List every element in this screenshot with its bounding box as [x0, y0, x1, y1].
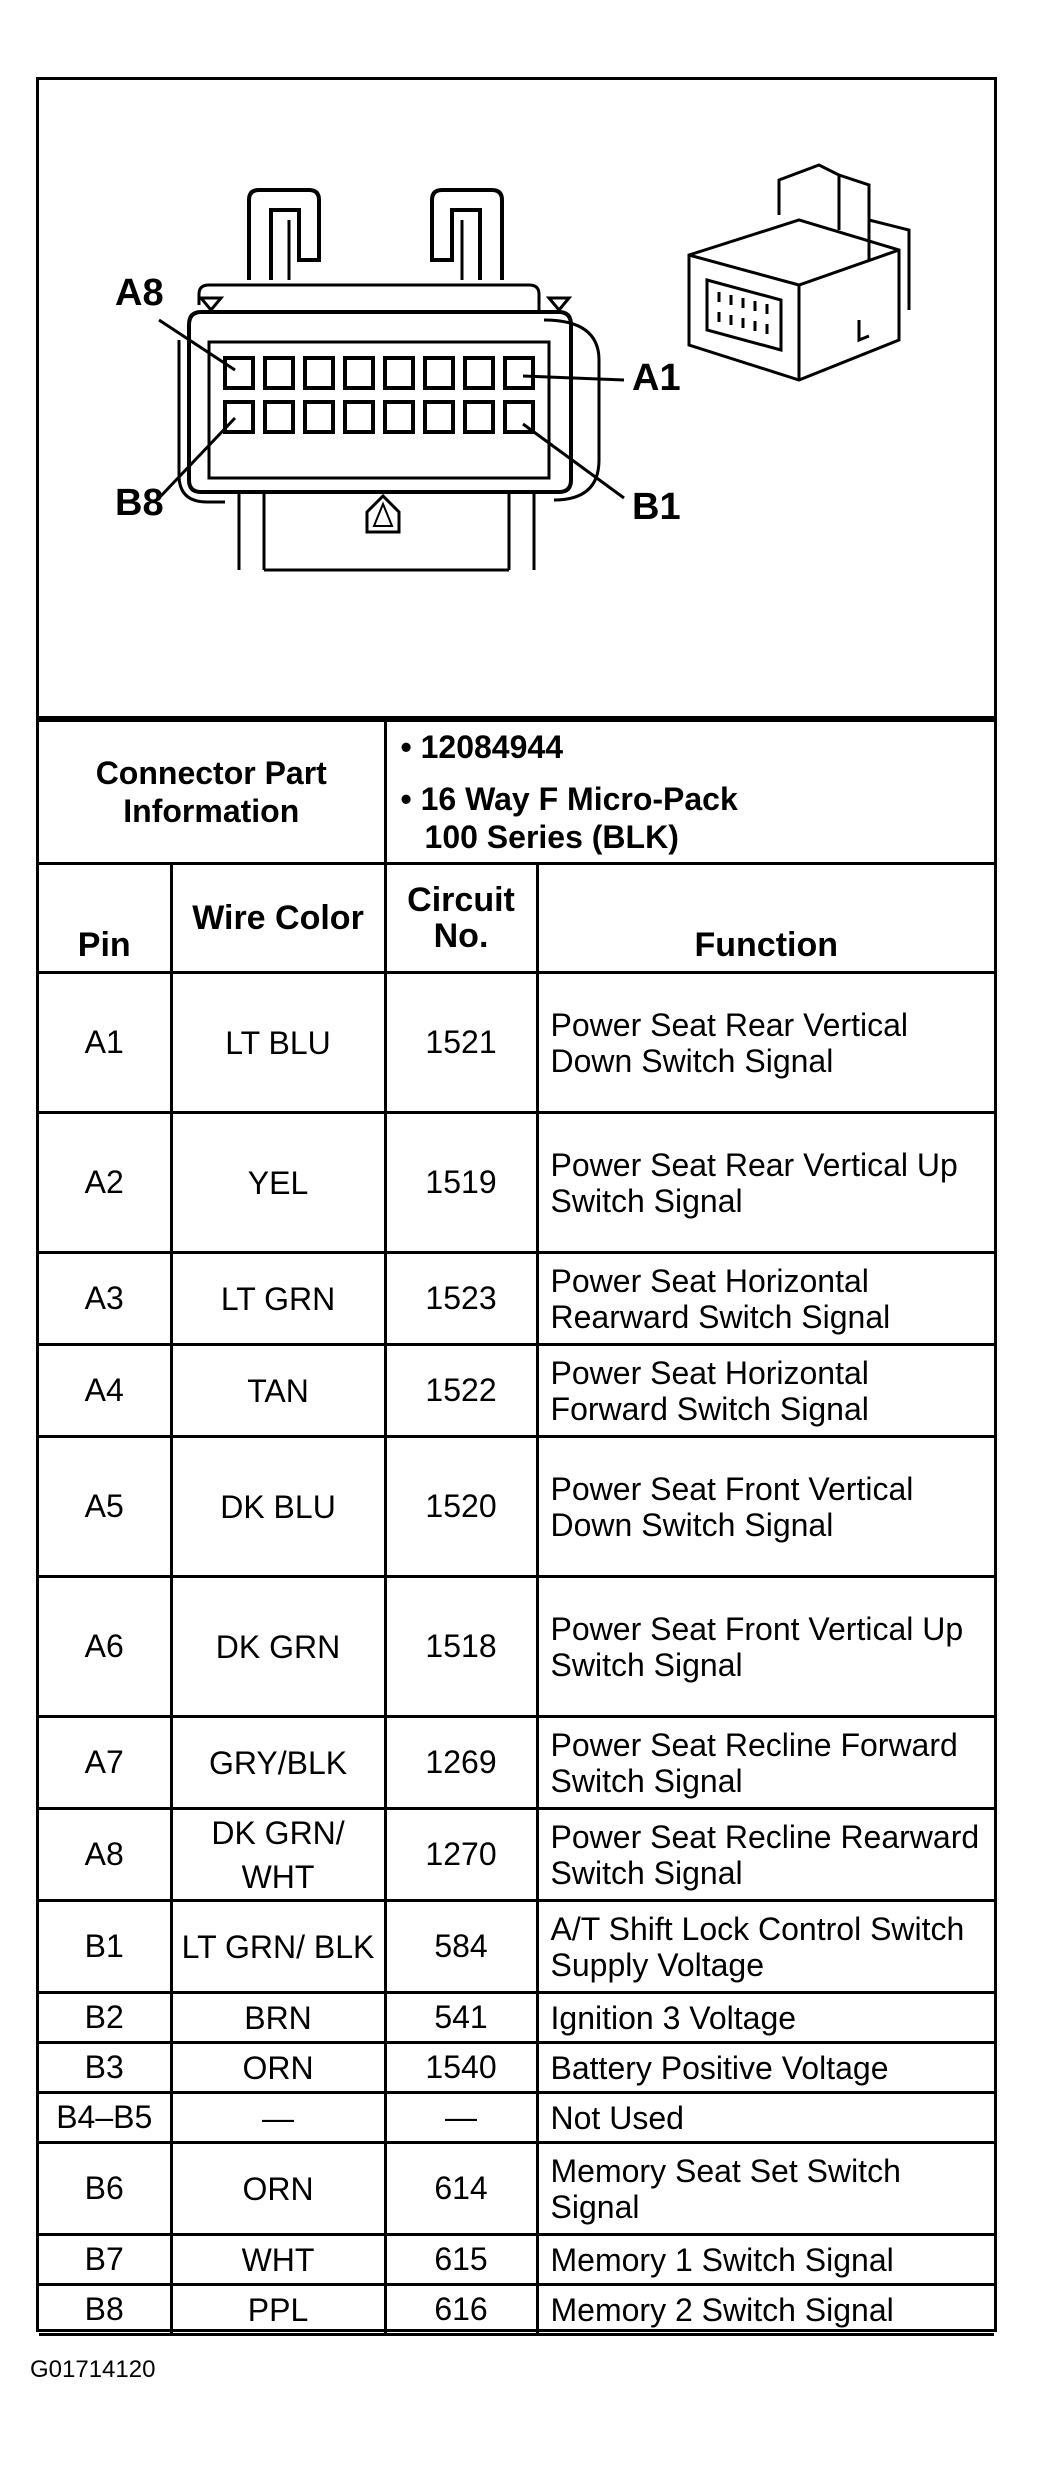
wire-color-cell: WHT: [171, 2235, 385, 2285]
function-cell: Memory 1 Switch Signal: [537, 2235, 994, 2285]
table-row: [39, 1901, 994, 1993]
pin-cell: A2: [39, 1113, 171, 1253]
wire-color-cell: ORN: [171, 2143, 385, 2235]
circuit-cell: 1523: [385, 1253, 537, 1345]
header-circuit: Circuit No.: [385, 864, 537, 973]
table-row: [39, 1437, 994, 1577]
circuit-cell: 1519: [385, 1113, 537, 1253]
circuit-cell: 614: [385, 2143, 537, 2235]
header-wire-color: Wire Color: [171, 864, 385, 973]
function-cell: Power Seat Horizontal Forward Switch Signal: [537, 1345, 994, 1437]
function-cell: Power Seat Horizontal Rearward Switch Signal: [537, 1253, 994, 1345]
pin-cell: B2: [39, 1993, 171, 2043]
wire-color-cell: —: [171, 2093, 385, 2143]
circuit-cell: 1521: [385, 973, 537, 1113]
wire-color-cell: GRY/BLK: [171, 1717, 385, 1809]
function-cell: Power Seat Front Vertical Down Switch Signal: [537, 1437, 994, 1577]
function-cell: Power Seat Front Vertical Up Switch Signal: [537, 1577, 994, 1717]
wire-color-cell: DK GRN/ WHT: [171, 1809, 385, 1901]
function-cell: Power Seat Recline Forward Switch Signal: [537, 1717, 994, 1809]
circuit-cell: 584: [385, 1901, 537, 1993]
wire-color-cell: TAN: [171, 1345, 385, 1437]
function-cell: Not Used: [537, 2093, 994, 2143]
figure-caption: G01714120: [30, 2356, 156, 2383]
connector-face-drawing: [39, 80, 994, 716]
table-row: [39, 1577, 994, 1717]
wire-color-cell: LT BLU: [171, 973, 385, 1113]
table-row: [39, 973, 994, 1113]
circuit-cell: 1540: [385, 2043, 537, 2093]
circuit-cell: 541: [385, 1993, 537, 2043]
connector-description-2: 100 Series (BLK): [424, 819, 679, 855]
table-header-row: [39, 864, 994, 973]
connector-isometric-sketch: [689, 165, 909, 380]
wire-color-cell: LT GRN: [171, 1253, 385, 1345]
header-pin: Pin: [39, 864, 171, 973]
table-row: [39, 2143, 994, 2235]
wire-color-cell: LT GRN/ BLK: [171, 1901, 385, 1993]
pin-cell: A7: [39, 1717, 171, 1809]
connector-info-details: • 12084944 • 16 Way F Micro-Pack 100 Series (BLK): [385, 721, 994, 864]
pin-cell: A1: [39, 973, 171, 1113]
table-row: [39, 1717, 994, 1809]
connector-info-row: [39, 721, 994, 864]
wire-color-cell: DK BLU: [171, 1437, 385, 1577]
pin-cell: A8: [39, 1809, 171, 1901]
connector-part-number: 12084944: [420, 729, 563, 765]
table-row: [39, 2235, 994, 2285]
table-row: [39, 2285, 994, 2335]
table-row: [39, 1993, 994, 2043]
table-row: [39, 2043, 994, 2093]
circuit-cell: 1522: [385, 1345, 537, 1437]
connector-info-title: Connector Part Information: [39, 721, 385, 864]
pin-label-b1: B1: [632, 486, 681, 528]
function-cell: Memory Seat Set Switch Signal: [537, 2143, 994, 2235]
pin-cell: B4–B5: [39, 2093, 171, 2143]
function-cell: Power Seat Rear Vertical Up Switch Signal: [537, 1113, 994, 1253]
pin-cell: B7: [39, 2235, 171, 2285]
wire-color-cell: ORN: [171, 2043, 385, 2093]
pin-cell: B6: [39, 2143, 171, 2235]
table-row: [39, 2093, 994, 2143]
header-function: Function: [537, 864, 994, 973]
circuit-cell: 616: [385, 2285, 537, 2335]
connector-description-1: 16 Way F Micro-Pack: [420, 781, 738, 817]
pin-cell: B1: [39, 1901, 171, 1993]
function-cell: A/T Shift Lock Control Switch Supply Voltage: [537, 1901, 994, 1993]
pin-cell: A6: [39, 1577, 171, 1717]
pin-cell: B3: [39, 2043, 171, 2093]
wire-color-cell: PPL: [171, 2285, 385, 2335]
table-row: [39, 1113, 994, 1253]
circuit-cell: 1270: [385, 1809, 537, 1901]
pin-label-b8: B8: [115, 482, 164, 524]
circuit-cell: —: [385, 2093, 537, 2143]
function-cell: Ignition 3 Voltage: [537, 1993, 994, 2043]
pin-cell: A4: [39, 1345, 171, 1437]
circuit-cell: 1269: [385, 1717, 537, 1809]
connector-diagram: [39, 80, 994, 719]
function-cell: Memory 2 Switch Signal: [537, 2285, 994, 2335]
pin-label-a8: A8: [115, 272, 164, 314]
table-row: [39, 1253, 994, 1345]
circuit-cell: 1520: [385, 1437, 537, 1577]
pin-cell: A5: [39, 1437, 171, 1577]
wire-color-cell: BRN: [171, 1993, 385, 2043]
pin-cell: B8: [39, 2285, 171, 2335]
pin-cavities: [225, 358, 533, 432]
table-row: [39, 1809, 994, 1901]
function-cell: Battery Positive Voltage: [537, 2043, 994, 2093]
pin-cell: A3: [39, 1253, 171, 1345]
wire-color-cell: DK GRN: [171, 1577, 385, 1717]
pinout-table: [39, 719, 994, 2336]
pin-label-a1: A1: [632, 357, 681, 399]
function-cell: Power Seat Recline Rearward Switch Signal: [537, 1809, 994, 1901]
circuit-cell: 1518: [385, 1577, 537, 1717]
table-row: [39, 1345, 994, 1437]
function-cell: Power Seat Rear Vertical Down Switch Signal: [537, 973, 994, 1113]
circuit-cell: 615: [385, 2235, 537, 2285]
connector-sheet: [36, 77, 997, 2332]
wire-color-cell: YEL: [171, 1113, 385, 1253]
